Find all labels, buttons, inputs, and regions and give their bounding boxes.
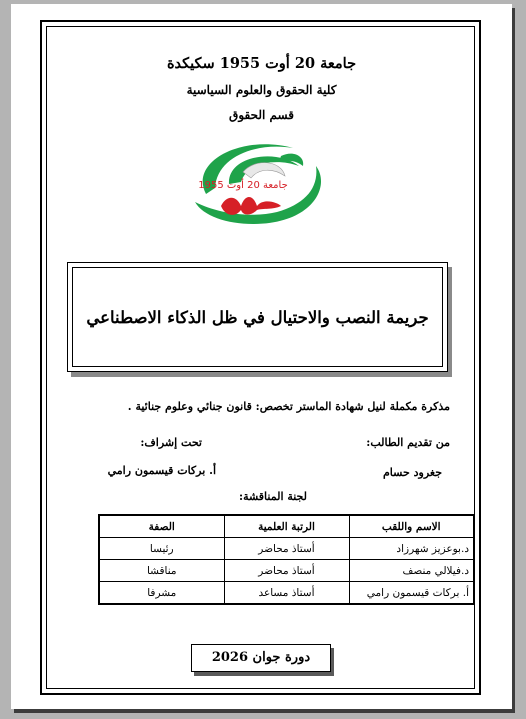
header-role: الصفة bbox=[99, 515, 224, 538]
department-name: قسم الحقوق bbox=[229, 108, 294, 122]
member-name: د.بوعزيز شهرزاد bbox=[349, 538, 474, 560]
thesis-title: جريمة النصب والاحتيال في ظل الذكاء الاصطناعي bbox=[86, 308, 429, 327]
member-role: مشرفا bbox=[99, 582, 224, 605]
jury-table bbox=[98, 514, 475, 605]
page-sheet bbox=[11, 4, 512, 709]
member-rank: أستاذ محاضر bbox=[224, 560, 349, 582]
header-rank: الرتبة العلمية bbox=[224, 515, 349, 538]
university-name: جامعة 20 أوت 1955 سكيكدة bbox=[166, 55, 357, 72]
member-rank: أستاذ مساعد bbox=[224, 582, 349, 605]
logo-text: جامعة 20 أوت 1955 bbox=[198, 180, 288, 191]
student-name: جغرود حسام bbox=[383, 466, 442, 479]
memo-description: مذكرة مكملة لنيل شهادة الماستر تخصص: قانون جنائي وعلوم جنائية . bbox=[127, 400, 450, 413]
member-name: أ. بركات قيسمون رامي bbox=[349, 582, 474, 605]
supervision-label: تحت إشراف: bbox=[140, 436, 202, 449]
university-logo bbox=[181, 132, 331, 227]
supervisor-name: أ. بركات قيسمون رامي bbox=[107, 464, 216, 477]
member-rank: أستاذ محاضر bbox=[224, 538, 349, 560]
header-name: الاسم واللقب bbox=[349, 515, 474, 538]
submitted-by-label: من تقديم الطالب: bbox=[366, 436, 450, 449]
member-name: د.فيلالي منصف bbox=[349, 560, 474, 582]
session-label: دورة جوان 2026 bbox=[191, 644, 331, 672]
faculty-name: كلية الحقوق والعلوم السياسية bbox=[186, 83, 337, 97]
jury-table-header bbox=[99, 515, 474, 538]
table-row bbox=[99, 582, 474, 605]
member-role: رئيسا bbox=[99, 538, 224, 560]
member-role: مناقشا bbox=[99, 560, 224, 582]
table-row bbox=[99, 538, 474, 560]
jury-label: لجنة المناقشة: bbox=[239, 490, 307, 503]
thesis-title-box bbox=[67, 262, 448, 372]
table-row bbox=[99, 560, 474, 582]
